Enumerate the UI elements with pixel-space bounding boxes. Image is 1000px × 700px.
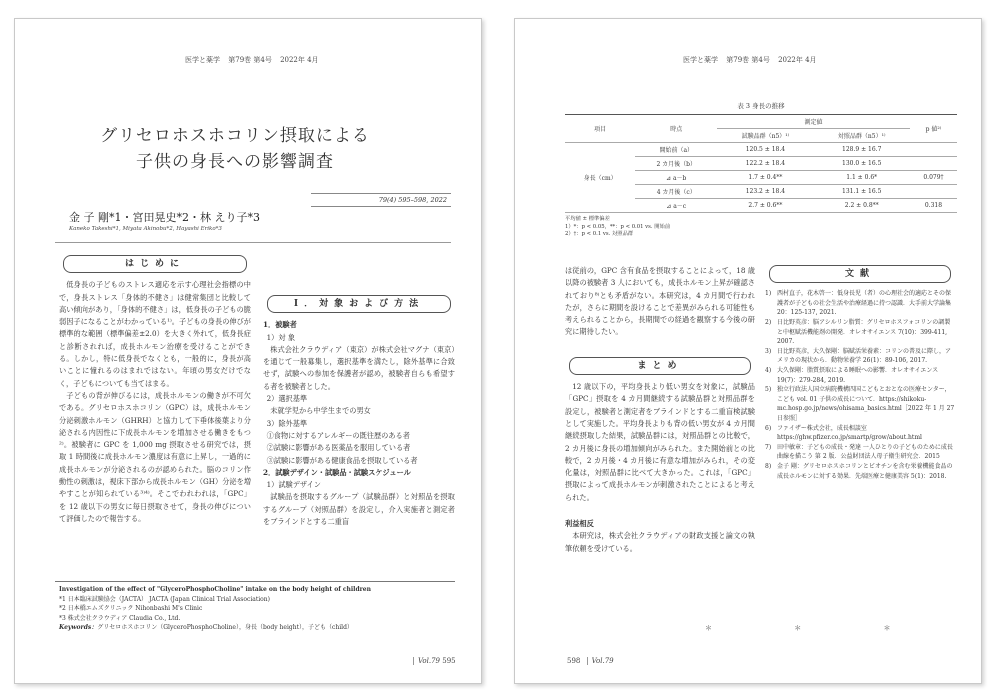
intro-paragraph-2: 子どもの背が伸びるには，成長ホルモンの働きが不可欠である。グリセロホスホコリン（GPC）は，成長ホルモン分泌刺激ホルモン（GHRH）と協力して下垂体後葉より分泌される内因性に下成長ホルモンを増加させる働きをもつ²⁾。被験者に GPC を 1,000 mg 摂取させる研究では，摂取 1 時間後に成長ホルモン濃度は有意に上昇し，一過的に成長ホルモンが分泌されるのが認められた。脳のコリン作動性の刺激は，視床下部から成長ホルモン（GH）分泌を増やすことが知られている³⁾⁴⁾。そこでわれわれは，「GPC」を 12 歳以下の男女に毎日摂取させて，身長の伸びについて評価したので報告する。 [59, 390, 251, 523]
col-measure: 測定値 [717, 115, 910, 129]
end-ornament: ＊ ＊ ＊ [705, 624, 931, 632]
cell-p: 0.079† [910, 171, 957, 185]
intro-continuation-space [263, 255, 455, 295]
reference-number: 5) [765, 386, 772, 394]
gap [565, 504, 755, 518]
right-column [765, 265, 955, 481]
keywords [59, 623, 371, 633]
reference-text: 日比野英彦，大久保剛：脳賦活栄養素：コリンの普及に際し，アメリカの現状から．動物栄養学 26(1)：89-106, 2017. [777, 347, 952, 365]
col-control-group: 対照品群（n5）¹⁾ [814, 129, 910, 143]
discussion-paragraph: は従前の，GPC 含有食品を摂取することによって，18 歳以降の被験者 3 人においても，成長ホルモン上昇が確認されており⁸⁾とも矛盾がない。本研究は，4 カ月間で行われたが，さらに期間を設けることで差異がみられる可能性も考えられることから，長期間での経過を観察する今後の研究に期待したい。 [565, 266, 755, 337]
cell-control: 131.1 ± 16.5 [814, 185, 910, 199]
cell-time: ⊿ a－c [635, 199, 717, 213]
cell-control: 2.2 ± 0.8** [814, 199, 910, 213]
exclusion-item-1: ①食物に対するアレルギーの既往歴のある者 [266, 430, 410, 440]
table-caption: 表 3 身長の推移 [737, 102, 785, 110]
left-column [565, 265, 755, 555]
reference-item [765, 443, 955, 462]
affiliation-2: *2 日本橋エムズクリニック Nihonbashi M's Clinic [59, 605, 203, 612]
title-line-2: 子供の身長への影響調査 [136, 152, 334, 172]
row-label: 身長（cm） [565, 143, 635, 213]
reference-item [765, 385, 955, 423]
summary-heading: まとめ [569, 357, 751, 375]
article-title [55, 123, 415, 175]
authors: 金 子 剛*1・宮田晃史*2・林 えり子*3 [69, 211, 260, 224]
issue-date: 2022年 4月 [280, 56, 319, 64]
reference-number: 6) [765, 424, 772, 432]
affiliation-1: *1 日本臨床試験協会（JACTA） JACTA (Japan Clinical Trial Association) [59, 595, 270, 603]
reference-number: 1) [765, 290, 772, 298]
inclusion-criteria: 未就学児から中学生までの男女 [270, 406, 371, 416]
keywords-label: Keywords： [59, 624, 98, 631]
design-heading: 1）試験デザイン [266, 480, 321, 490]
page-folio [567, 657, 614, 665]
volume-number: 第79巻 第4号 [726, 56, 770, 64]
cell-p [910, 157, 957, 171]
cell-control: 1.1 ± 0.6* [814, 171, 910, 185]
gap [565, 339, 755, 357]
cell-p [910, 185, 957, 199]
reference-number: 4) [765, 367, 772, 375]
cell-time: 2 カ月後（b） [635, 157, 717, 171]
cell-test: 1.7 ± 0.4** [717, 171, 813, 185]
height-table-block [565, 101, 957, 239]
table-row [565, 143, 957, 157]
page-folio [413, 657, 456, 665]
table-note-2: 1）*：p < 0.05，**：p < 0.01 vs. 開始前 [565, 223, 671, 230]
left-column [59, 255, 251, 525]
keywords-text: グリセロホスホコリン（GlycerоPhosphoCholine），身長（body height），子ども（child） [97, 624, 353, 631]
separator-line [55, 242, 451, 243]
col-p: p 値²⁾ [910, 115, 957, 143]
journal-name: 医学と薬学 [185, 56, 220, 64]
reference-number: 8) [765, 462, 772, 470]
reference-text: 西村直子，花木啓一：低身長児（者）の心理社会的適応とその保護者が子どもの社会生活や治療経過に持つ認識．大手前大学論集 20：125-137, 2021. [777, 290, 952, 317]
cell-control: 128.9 ± 16.7 [814, 143, 910, 157]
col-item: 項目 [565, 115, 635, 143]
reference-item [765, 366, 955, 385]
footnotes [59, 585, 371, 633]
references-heading: 文献 [769, 265, 951, 283]
coi-paragraph: 本研究は，株式会社クラウディアの財政支援と論文の執筆依頼を受けている。 [565, 531, 755, 553]
col-time: 時点 [635, 115, 717, 143]
folio-volume: Vol.79 [418, 657, 440, 665]
exclusion-criteria-heading: 3）除外基準 [266, 418, 308, 428]
left-page [14, 18, 482, 684]
affiliation-3: *3 株式会社クラウディア Claudia Co., Ltd. [59, 614, 181, 622]
reference-text: ファイザー株式会社，成長相談室 https://ghw.pfizer.co.jp/smartp/grow/about.html [777, 424, 922, 442]
citation: 79(4) 595–598, 2022 [311, 193, 451, 207]
cell-test: 2.7 ± 0.6** [717, 199, 813, 213]
methods-subject: 1）対 象 [266, 332, 296, 342]
right-column [263, 255, 455, 528]
reference-text: 独立行政法人国立病院機構四国こどもとおとなの医療センター，こども vol. 01 子供の成長について．https://shikoku-mc.hosp.go.jp/news/ohisama_basics.html［2022 年 1 月 27 日参照］ [777, 386, 955, 423]
reference-item [765, 347, 955, 366]
cell-p [910, 143, 957, 157]
inclusion-criteria-heading: 2）選択基準 [266, 394, 308, 404]
folio-page-number: 598 [567, 657, 581, 665]
exclusion-item-2: ②試験に影響がある医薬品を服用している者 [266, 443, 411, 453]
footnote-rule [55, 581, 455, 582]
methods-subhead-1: 1．被験者 [263, 320, 297, 330]
reference-item [765, 462, 955, 481]
reference-text: 金子 剛：グリセロホスホコリンとビオチンを含む栄養機能食品の成長ホルモンに対する効果．先端医療と健康美容 5(1)：2018. [777, 462, 953, 480]
reference-text: 田中敏章：子どもの成長・発達 一人ひとりの子どものために成長曲線を描こう 第 2 版．公益財団法人母子衛生研究会．2015 [777, 443, 953, 461]
reference-list [765, 289, 955, 481]
journal-name: 医学と薬学 [683, 56, 718, 64]
cell-time: 4 カ月後（c） [635, 185, 717, 199]
reference-number: 2) [765, 319, 772, 327]
folio-page-number: 595 [442, 657, 456, 665]
reference-text: 大久保剛：脂質摂取による睡眠への影響．オレオサイエンス 19(7)：279-284, 2019. [777, 367, 939, 384]
authors-roman: Kaneko Takeshi*1, Miyata Akinobu*2, Hayashi Eriko*3 [69, 226, 222, 232]
title-line-1: グリセロホスホコリン摂取による [100, 126, 370, 146]
cell-time: ⊿ a－b [635, 171, 717, 185]
cell-test: 120.5 ± 18.4 [717, 143, 813, 157]
intro-paragraph-1: 低身長の子どものストレス適応を示す心理社会指標の中で，身長ストレス「身体的不健さ」は健常集団と比較して高い傾向があり，「身体的不健さ」は，低身長の子どもの脆弱因子になることがわかっている¹⁾。子どもの身長の伸びが標準的な範囲（標準偏差±2.0）を大きく外れて，低身長症と診断されれば，成長ホルモン治療を受けることができる。しかし，特に低身長でなくとも，一般的に，身長が高いことに憧れるのはまれではない。年頃の男女だけでなく，子どもについても当てはまる。 [59, 280, 251, 388]
methods-paragraph-3: 試験品を摂取するグループ（試験品群）と対照品を摂取するグループ（対照品群）を設定し，介入実施者と測定者をブラインドとする二重盲 [263, 492, 455, 527]
height-table [565, 114, 957, 213]
table-note-1: 平均値 ± 標準偏差 [565, 216, 610, 222]
english-title: Investigation of the effect of "GlycerоPhosphoCholine" intake on the body height of children [59, 586, 371, 593]
intro-heading: はじめに [63, 255, 247, 273]
cell-test: 122.2 ± 18.4 [717, 157, 813, 171]
cell-test: 123.2 ± 18.4 [717, 185, 813, 199]
summary-paragraph: 12 歳以下の，平均身長より低い男女を対象に，試験品「GPC」摂取を 4 カ月間継続する試験品群と対照品群を設定し，被験者と測定者をブラインドとする二重盲検試験として実施した。平均身長よりも背の低い男女が 4 カ月間継続摂取した結果，試験品群には，対照品群との比較で，2 カ月後に身長の増加傾向がみられた。また開始前との比較で，2 カ月後・4 カ月後に有意な増加がみられ，その変化量は，対照品群に比べて大きかった。これは，「GPC」摂取によって成長ホルモンが刺激されたことによると考えられた。 [565, 382, 755, 502]
cell-time: 開始前（a） [635, 143, 717, 157]
volume-number: 第79巻 第4号 [228, 56, 272, 64]
methods-heading: I．対象および方法 [267, 295, 451, 313]
running-head [185, 55, 325, 65]
reference-number: 7) [765, 443, 772, 451]
right-page [514, 18, 982, 684]
folio-volume: Vol.79 [587, 657, 614, 665]
reference-item [765, 424, 955, 443]
methods-subhead-2: 2．試験デザイン・試験品・試験スケジュール [263, 467, 411, 477]
reference-number: 3) [765, 347, 772, 355]
issue-date: 2022年 4月 [778, 56, 817, 64]
coi-heading: 利益相反 [565, 519, 594, 529]
table-notes [565, 216, 957, 239]
table-note-3: 2）†：p < 0.1 vs. 対照品群 [565, 231, 634, 237]
exclusion-item-3: ③試験に影響がある健康食品を摂取している者 [266, 455, 418, 465]
running-head [683, 55, 823, 65]
methods-paragraph-1: 株式会社クラウディア（東京）が株式会社マグナ（東京）を通じて一般募集し，選択基準を満たし，除外基準に合致せず，試験への参加を保護者が認め，被験者自らも希望する者を被験者とした。 [263, 344, 455, 391]
reference-item [765, 289, 955, 318]
cell-p: 0.318 [910, 199, 957, 213]
reference-text: 日比野英彦：脳アシルリン脂質：グリセロホスフォコリンの調製と中枢賦活機能剤の開発．オレオサイエンス 7(10)：399-411, 2007. [777, 319, 951, 346]
reference-item [765, 318, 955, 347]
cell-control: 130.0 ± 16.5 [814, 157, 910, 171]
col-test-group: 試験品群（n5）¹⁾ [717, 129, 813, 143]
